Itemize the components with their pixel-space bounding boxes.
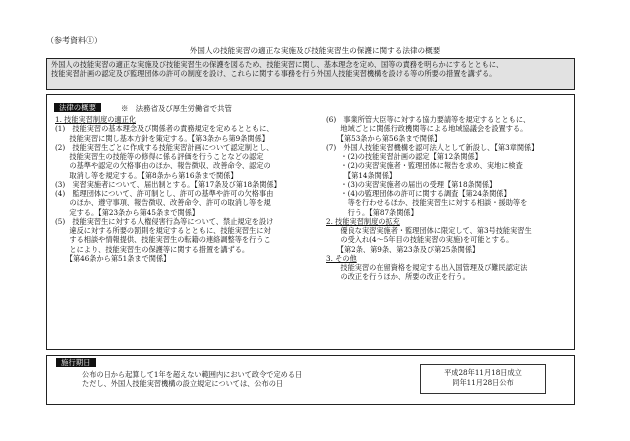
outline-line: の改正を行うほか、所要の改正を行う。 [326, 272, 470, 282]
outline-line: の基準や認定の欠格事由のほか、報告徴収、改善命令、認定の [55, 161, 271, 171]
purpose-line: 技能実習計画の認定及び監理団体の許可の制度を設け、これらに関する事務を行う外国人技能実習機構を設ける等の所要の措置を講ずる。 [51, 68, 497, 78]
outline-line: 取消し等を規定する。【第8条から第16条まで関係】 [55, 170, 238, 180]
outline-line: のほか、遵守事項、報告徴収、改善命令、許可の取消し等を規 [55, 198, 271, 208]
outline-line: 【第46条から第51条まで関係】 [55, 253, 171, 263]
enforcement-tag: 施行期日 [56, 358, 96, 367]
outline-line: 優良な実習実施者・監理団体に限定して、第3号技能実習生 [326, 226, 532, 235]
outline-line: (7) 外国人技能実習機構を認可法人として新設し、【第3章関係】 [326, 142, 539, 152]
document-title: 外国人の技能実習の適正な実施及び技能実習生の保護に関する法律の概要 [189, 46, 441, 55]
joint-jurisdiction-note: ※ 法務省及び厚生労働省で共管 [121, 104, 232, 113]
outline-line: (3) 実習実施者について、届出制とする。【第17条及び第18条関係】 [55, 179, 281, 189]
reference-label: （参考資料①） [46, 36, 102, 45]
outline-line: (2) 技能実習生ごとに作成する技能実習計画について認定制とし、 [55, 142, 274, 152]
outline-line: 技能実習生の技能等の修得に係る評価を行うことなどの認定 [55, 152, 264, 161]
enactment-date-box [420, 364, 546, 394]
outline-line: 技能実習の在留資格を規定する出入国管理及び難民認定法 [326, 263, 528, 272]
outline-line: ・(2)の実習実施者・監理団体に報告を求め、実地に検査 [326, 161, 523, 171]
outline-line: の受入れ(4〜5年目の技能実習の実施)を可能とする。 [326, 235, 514, 245]
outline-line: 地域ごとに関係行政機関等による地域協議会を設置する。 [326, 124, 528, 134]
outline-line: 【第53条から第56条まで関係】 [326, 133, 442, 143]
outline-line: 違反に対する所要の罰則を規定するとともに、技能実習生に対 [55, 226, 271, 235]
outline-line: (4) 監理団体について、許可制とし、許可の基準や許可の欠格事由 [55, 189, 274, 198]
outline-line: (1) 技能実習の基本理念及び関係者の責務規定を定めるとともに、 [55, 124, 274, 134]
outline-line: 行う。【第87条関係】 [326, 207, 418, 217]
section-heading: 3. その他 [326, 253, 357, 263]
enforcement-line: 公布の日から起算して1年を超えない範囲内において政令で定める日 [82, 370, 303, 379]
outline-line: 【第2条、第9条、第23条及び第25条関係】 [326, 244, 480, 254]
outline-left-column [55, 115, 281, 263]
enactment-date: 平成28年11月18日成立 [444, 368, 522, 377]
purpose-box [46, 58, 575, 90]
outline-line: ・(2)の技能実習計画の認定【第12条関係】 [326, 152, 482, 161]
enforcement-line: ただし、外国人技能実習機構の設立規定については、公布の日 [82, 379, 284, 389]
outline-line: 技能実習に関し基本方針を策定する。【第3条から第9条関係】 [55, 133, 269, 143]
outline-line: とにより、技能実習生の保護等に関する措置を講ずる。 [55, 244, 250, 254]
outline-tag: 法律の概要 [54, 103, 101, 112]
outline-line: ・(3)の実習実施者の届出の受理【第18条関係】 [326, 179, 497, 189]
section-heading: 1. 技能実習制度の適正化 [55, 115, 137, 124]
outline-line: 定する。【第23条から第45条まで関係】 [55, 207, 200, 217]
purpose-line: 外国人の技能実習の適正な実施及び技能実習生の保護を図るため、技能実習に関し、基本理念を定め、国等の責務を明らかにするとともに、 [51, 60, 504, 69]
outline-line: (6) 事業所管大臣等に対する協力要請等を規定するとともに、 [326, 115, 531, 124]
outline-line: 【第14条関係】 [326, 170, 397, 180]
outline-line: する相談や情報提供、技能実習生の転籍の連絡調整等を行うこ [55, 235, 271, 245]
outline-line: (5) 技能実習生に対する人権侵害行為等について、禁止規定を設け [55, 216, 274, 226]
section-heading: 2. 技能実習制度の拡充 [326, 216, 400, 226]
outline-right-column [326, 115, 538, 282]
enforcement-text [82, 370, 302, 388]
outline-line: 等を行わせるほか、技能実習生に対する相談・援助等を [326, 198, 528, 208]
outline-line: ・(4)の監理団体の許可に関する調査【第24条関係】 [326, 189, 511, 198]
promulgation-date: 同年11月28日公布 [452, 377, 514, 387]
